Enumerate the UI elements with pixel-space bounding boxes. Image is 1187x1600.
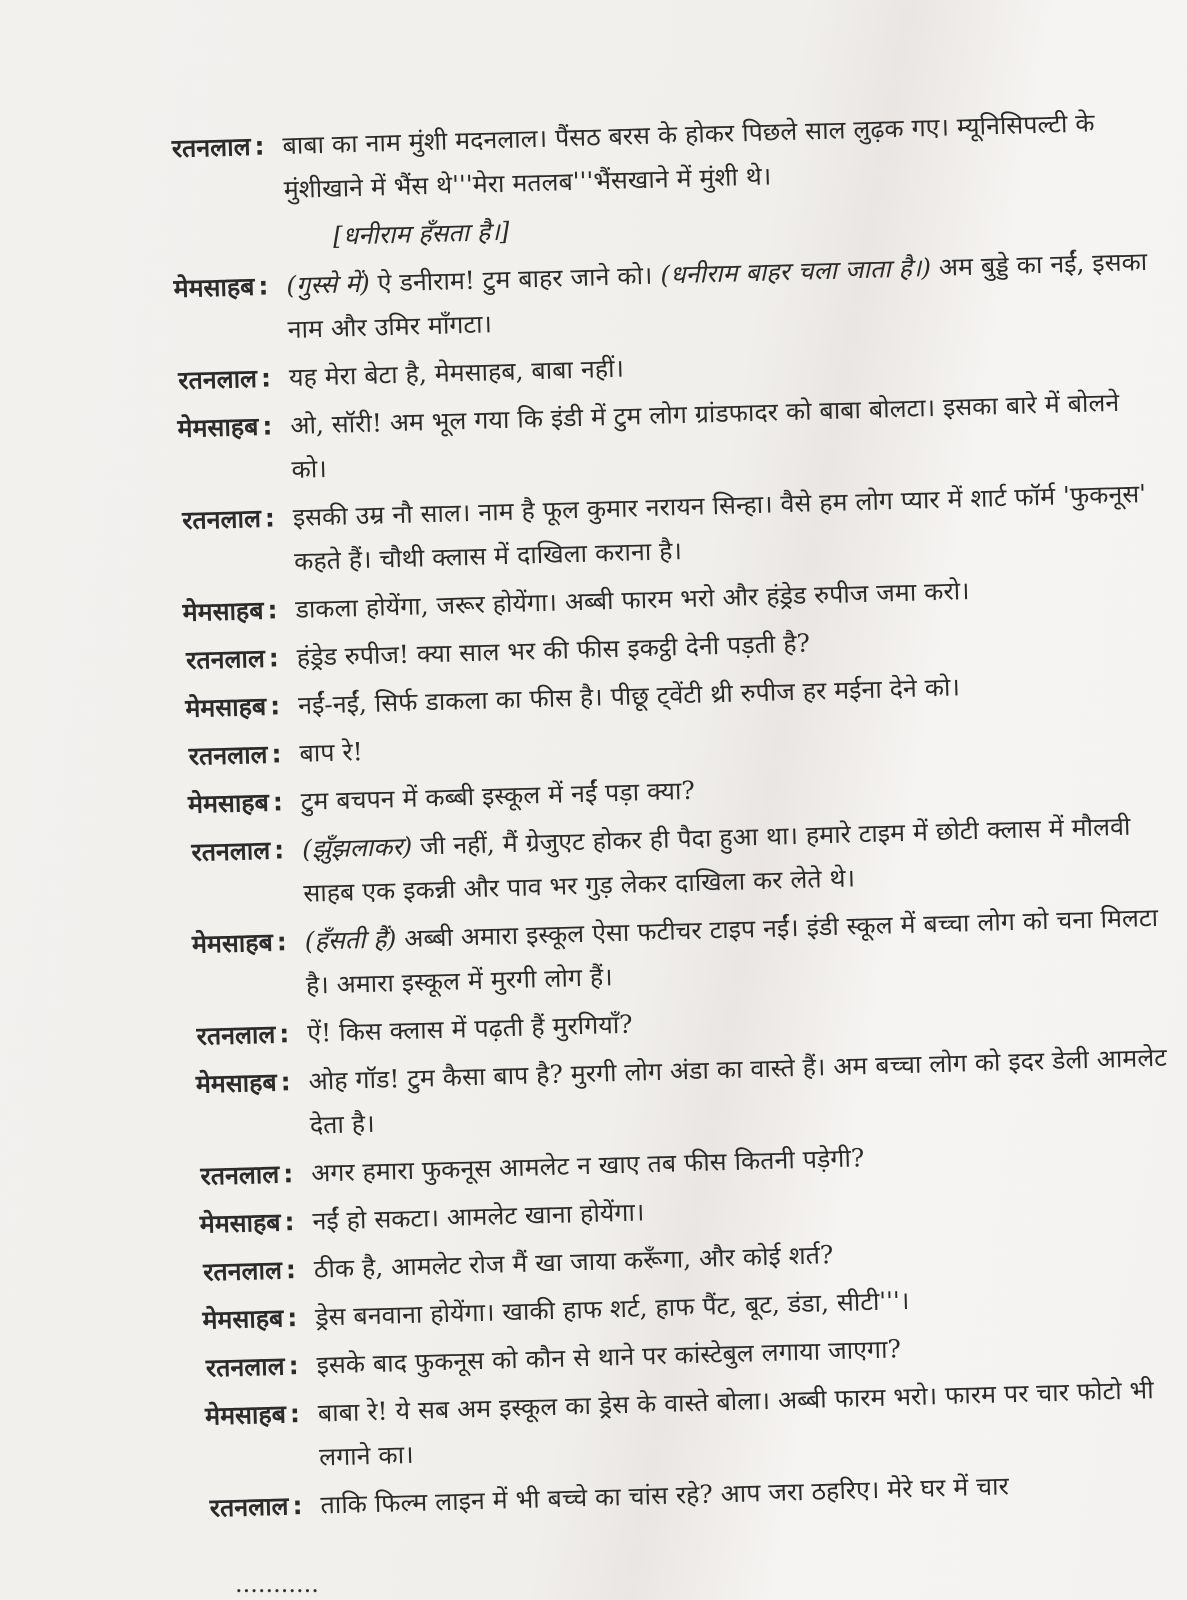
dialogue-page [70,100,1187,1538]
dialogue-text: हंड्रेड रुपीज! क्या साल भर की फीस इकट्ठी देनी पड़ती है? [296,628,811,672]
dialogue-line: मेमसाहब : ओ, सॉरी! अम भूल गया कि इंडी में टुम लोग ग्रांडफादर को बाबा बोलटा। इसका बारे में बोलने को। [78,380,1160,498]
dialogue-line: रतनलाल : अगर हमारा फुकनूस आमलेट न खाए तब फीस कितनी पड़ेगी? [99,1127,1180,1201]
dialogue-text: डाकला होयेंगा, जरूर होयेंगा। अब्बी फारम भरो और हंड्रेड रुपीज जमा करो। [295,576,970,624]
dialogue-line: रतनलाल : बाबा का नाम मुंशी मदनलाल। पैंसठ बरस के होकर पिछले साल लुढ़क गए। म्यूनिसिपल्टी के मुंशीखाने में भैंस थे'''मेरा मतलब'''भैंसखाने में मुंशी थे। [70,100,1152,218]
dialogue-text: ड्रेस बनवाना होयेंगा। खाकी हाफ शर्ट, हाफ पैंट, बूट, डंडा, सीटी'''। [314,1286,910,1332]
dialogue-line: रतनलाल : इसके बाद फुकनूस को कौन से थाने पर कांस्टेबुल लगाया जाएगा? [104,1319,1185,1393]
speaker-name: मेमसाहब [184,691,267,723]
dialogue-line: मेमसाहब : ओह गॉड! टुम कैसा बाप है? मुरगी लोग अंडा का वास्ते हैं। अम बच्चा लोग को इदर डेली आमलेट देता है। [96,1035,1178,1153]
speaker-name: रतनलाल [177,363,258,396]
dialogue-line: मेमसाहब : ड्रेस बनवाना होयेंगा। खाकी हाफ शर्ट, हाफ पैंट, बूट, डंडा, सीटी'''। [103,1271,1184,1345]
speaker-name: मेमसाहब [182,595,264,628]
dialogue-line: मेमसाहब : नईं हो सकटा। आमलेट खाना होयेंगा। [100,1175,1181,1249]
dialogue-text: ओह गॉड! टुम कैसा बाप है? मुरगी लोग अंडा का वास्ते हैं। अम बच्चा लोग को इदर डेली आमलेट देता है। [308,1042,1168,1140]
dialogue-line: मेमसाहब : (हँसती हैं) अब्बी अमारा इस्कूल ऐसा फटीचर टाइप नईं। इंडी स्कूल में बच्चा लोग को चना मिलटा है। अमारा इस्कूल में मुरगी लोग हैं। [92,896,1174,1014]
dialogue-line: मेमसाहब : डाकला होयेंगा, जरूर होयेंगा। अब्बी फारम भरो और हंड्रेड रुपीज जमा करो। [83,564,1164,638]
dialogue-text: नईं हो सकटा। आमलेट खाना होयेंगा। [312,1197,645,1236]
dialogue-line: मेमसाहब : बाबा रे! ये सब अम इस्कूल का ड्रेस के वास्ते बोला। अब्बी फारम भरो। फारम पर चार फोटो भी लगाने का। [105,1367,1187,1485]
stage-note: (धनीराम बाहर चला जाता है।) [659,253,932,290]
speaker-name: मेमसाहब [202,1303,284,1335]
speaker-name: रतनलाल [202,1255,283,1287]
dialogue-text: ताकि फिल्म लाइन में भी बच्चे का चांस रहे? आप जरा ठहरिए। मेरे घर में चार [320,1471,1010,1520]
dialogue-text: जी नहीं, मैं ग्रेजुएट होकर ही पैदा हुआ था। हमारे टाइम में छोटी क्लास में मौलवी साहब एक इकन्नी और पाव भर गुड़ लेकर दाखिला कर लेते थे। [302,811,1131,908]
dialogue-text: अब्बी अमारा इस्कूल ऐसा फटीचर टाइप नईं। इंडी स्कूल में बच्चा लोग को चना मिलटा है। अमारा इस्कूल में मुरगी लोग हैं। [305,902,1159,1000]
speaker-name: रतनलाल [191,835,271,867]
dialogue-line: मेमसाहब : (गुस्से में) ऐ डनीराम! टुम बाहर जाने को। (धनीराम बाहर चला जाता है।) अम बुड्डे का नईं, इसका नाम और उमिर माँगटा। [74,240,1156,358]
stage-note: (हँसती हैं) [304,924,397,956]
dialogue-line: रतनलाल : यह मेरा बेटा है, मेमसाहब, बाबा नहीं। [76,332,1157,406]
dialogue-text: ठीक है, आमलेट रोज मैं खा जाया करूँगा, और कोई शर्त? [313,1240,834,1284]
dialogue-text: बाबा रे! ये सब अम इस्कूल का ड्रेस के वास्ते बोला। अब्बी फारम भरो। फारम पर चार फोटो भी लगाने का। [317,1375,1154,1472]
dialogue-text: ओ, सॉरी! अम भूल गया कि इंडी में टुम लोग ग्रांडफादर को बाबा बोलटा। इसका बारे में बोलने को। [289,387,1120,484]
speaker-name: रतनलाल [205,1351,285,1383]
stage-note: (गुस्से में) [286,268,371,301]
dialogue-line: मेमसाहब : नईं-नईं, सिर्फ डाकला का फीस है। पीछू ट्वेंटी थ्री रुपीज हर मईना देने को। [86,660,1167,734]
speaker-name: मेमसाहब [187,787,270,819]
dialogue-line: रतनलाल : हंड्रेड रुपीज! क्या साल भर की फीस इकट्ठी देनी पड़ती है? [84,612,1165,686]
dialogue-text: बाप रे! [299,737,364,768]
speaker-name: मेमसाहब [177,411,259,444]
dialogue-text: ऐ डनीराम! टुम बाहर जाने को। [369,260,661,298]
dialogue-line: रतनलाल : ताकि फिल्म लाइन में भी बच्चे का चांस रहे? आप जरा ठहरिए। मेरे घर में चार [108,1459,1187,1533]
speaker-name: मेमसाहब [199,1207,281,1239]
dialogue-text: नईं-नईं, सिर्फ डाकला का फीस है। पीछू ट्वेंटी थ्री रुपीज हर मईना देने को। [297,672,961,720]
speaker-name: रतनलाल [185,643,266,675]
dialogue-line: मेमसाहब : टुम बचपन में कब्बी इस्कूल में नईं पड़ा क्या? [88,756,1169,830]
speaker-name: मेमसाहब [173,271,255,304]
dialogue-text: इसकी उम्र नौ साल। नाम है फूल कुमार नरायन सिन्हा। वैसे हम लोग प्यार में शार्ट फॉर्म 'फुकनूस' कहते हैं। चौथी क्लास में दाखिला कराना है। [292,479,1147,576]
dialogue-text: टुम बचपन में कब्बी इस्कूल में नईं पड़ा क्या? [300,775,696,816]
speaker-name: रतनलाल [188,739,268,771]
speaker-name: रतनलाल [181,503,262,536]
dialogue-text: इसके बाद फुकनूस को कौन से थाने पर कांस्टेबुल लगाया जाएगा? [316,1334,902,1380]
stage-note: (झुँझलाकर) [301,831,413,864]
speaker-name: रतनलाल [171,131,251,164]
dialogue-line: रतनलाल : ऐं! किस क्लास में पढ़ती हैं मुरगियाँ? [95,987,1176,1061]
dialogue-text: यह मेरा बेटा है, मेमसाहब, बाबा नहीं। [288,353,625,392]
dialogue-text: अगर हमारा फुकनूस आमलेट न खाए तब फीस कितनी पड़ेगी? [310,1143,865,1188]
dialogue-line: रतनलाल : बाप रे! [87,708,1168,782]
speaker-name: मेमसाहब [195,1067,278,1099]
stage-direction: [धनीराम हँसता है।] [332,216,510,251]
cut-off-text: ........... [235,1570,319,1598]
dialogue-line: रतनलाल : ठीक है, आमलेट रोज मैं खा जाया करूँगा, और कोई शर्त? [101,1223,1182,1297]
dialogue-text: बाबा का नाम मुंशी मदनलाल। पैंसठ बरस के होकर पिछले साल लुढ़क गए। म्यूनिसिपल्टी के मुंशीखाने में भैंस थे'''मेरा मतलब'''भैंसखाने में मुंशी थे। [282,108,1095,205]
speaker-name: मेमसाहब [191,927,274,959]
speaker-name: रतनलाल [200,1159,280,1191]
dialogue-text: ऐं! किस क्लास में पढ़ती हैं मुरगियाँ? [306,1009,634,1048]
dialogue-text: अम बुड्डे का नईं, इसका नाम और उमिर माँगटा। [287,246,1148,344]
dialogue-line: रतनलाल : इसकी उम्र नौ साल। नाम है फूल कुमार नरायन सिन्हा। वैसे हम लोग प्यार में शार्ट फॉर्म 'फुकनूस' कहते हैं। चौथी क्लास में दाखिला कराना है। [80,472,1162,590]
speaker-name: मेमसाहब [204,1399,287,1431]
dialogue-line: रतनलाल : (झुँझलाकर) जी नहीं, मैं ग्रेजुएट होकर ही पैदा हुआ था। हमारे टाइम में छोटी क्लास में मौलवी साहब एक इकन्नी और पाव भर गुड़ लेकर दाखिला कर लेते थे। [90,804,1172,922]
speaker-name: रतनलाल [196,1019,276,1051]
speaker-name: रतनलाल [209,1491,289,1523]
